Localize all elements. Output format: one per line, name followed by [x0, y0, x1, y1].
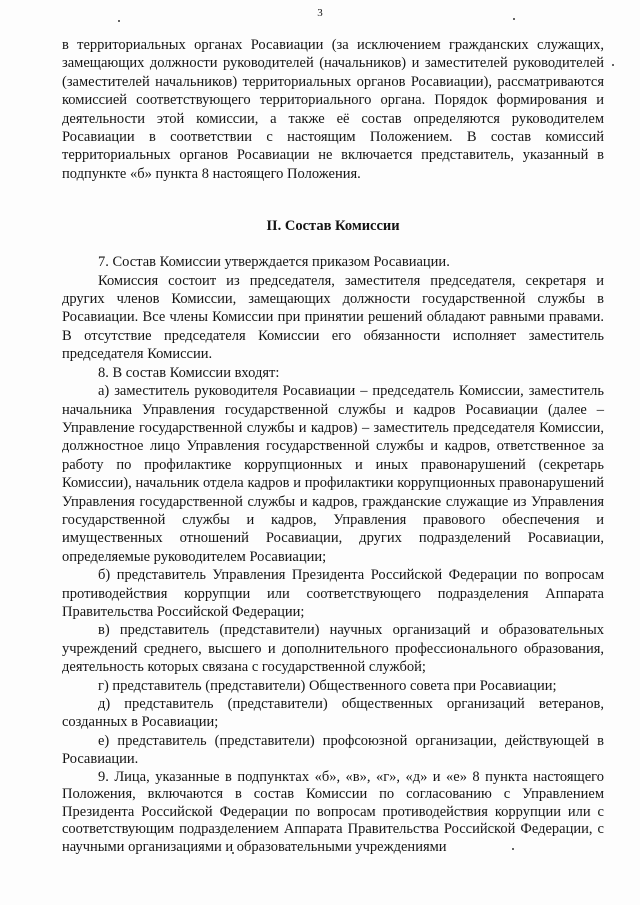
subparagraph-d: д) представитель (представители) общественных организаций ветеранов, созданных в Росавиации;	[62, 696, 604, 731]
scan-speck	[612, 64, 614, 66]
paragraph-9: 9. Лица, указанные в подпунктах «б», «в», «г», «д» и «е» 8 пункта настоящего Положения, включаются в состав Комиссии по согласованию с Управлением Президента Российской Федерации по вопросам противодействия коррупции или с соответствующим подразделением Аппарата Правительства Российской Федерации, с научными организациями и образовательными учреждениями	[62, 768, 604, 855]
paragraph-commission-structure: Комиссия состоит из председателя, заместителя председателя, секретаря и других членов Комиссии, замещающих должности государственной службы в Росавиации. Все члены Комиссии при принятии решений обладают равными правами. В отсутствие председателя Комиссии его обязанности исполняет заместитель председателя Комиссии.	[62, 272, 604, 363]
subparagraph-e: е) представитель (представители) профсоюзной организации, действующей в Росавиации.	[62, 732, 604, 768]
page-number: 3	[317, 7, 323, 19]
subparagraph-v: в) представитель (представители) научных организаций и образовательных учреждений среднего, высшего и дополнительного профессионального образования, деятельность которых связана с государственной службой;	[62, 622, 604, 676]
intro-paragraph: в территориальных органах Росавиации (за исключением гражданских служащих, замещающих должности руководителей (начальников) и заместителей руководителей (заместителей начальников) территориальных органов Росавиации), рассматриваются комиссией соответствующего территориального органа. Порядок формирования и деятельности этой комиссии, а также её состав определяются руководителем Росавиации в соответствии с настоящим Положением. В состав комиссий территориальных органов Росавиации не включается представитель, указанный в подпункте «б» пункта 8 настоящего Положения.	[62, 37, 604, 182]
subparagraph-a: а) заместитель руководителя Росавиации – председатель Комиссии, заместитель начальника Управления государственной службы и кадров Росавиации (далее – Управление государственной службы и кадров) – заместитель председателя Комиссии, должностное лицо Управления государственной службы и кадров, ответственное за работу по профилактике коррупционных и иных правонарушений (секретарь Комиссии), начальник отдела кадров и профилактики коррупционных правонарушений Управления государственной службы и кадров, гражданские служащие из Управления государственной службы и кадров, Управления правового обеспечения и имущественных отношений Росавиации, других подразделений Росавиации, определяемые руководителем Росавиации;	[62, 383, 604, 565]
document-body	[62, 36, 604, 857]
paragraph-8: 8. В состав Комиссии входят:	[98, 364, 280, 381]
subparagraph-g: г) представитель (представители) Общественного совета при Росавиации;	[98, 677, 557, 694]
scan-speck	[513, 18, 515, 20]
subparagraph-b: б) представитель Управления Президента Российской Федерации по вопросам противодействия коррупции или соответствующего подразделения Аппарата Правительства Российской Федерации;	[62, 567, 604, 620]
paragraph-7: 7. Состав Комиссии утверждается приказом Росавиации.	[98, 254, 450, 271]
section-heading: II. Состав Комиссии	[266, 218, 400, 235]
scan-speck	[118, 20, 120, 22]
